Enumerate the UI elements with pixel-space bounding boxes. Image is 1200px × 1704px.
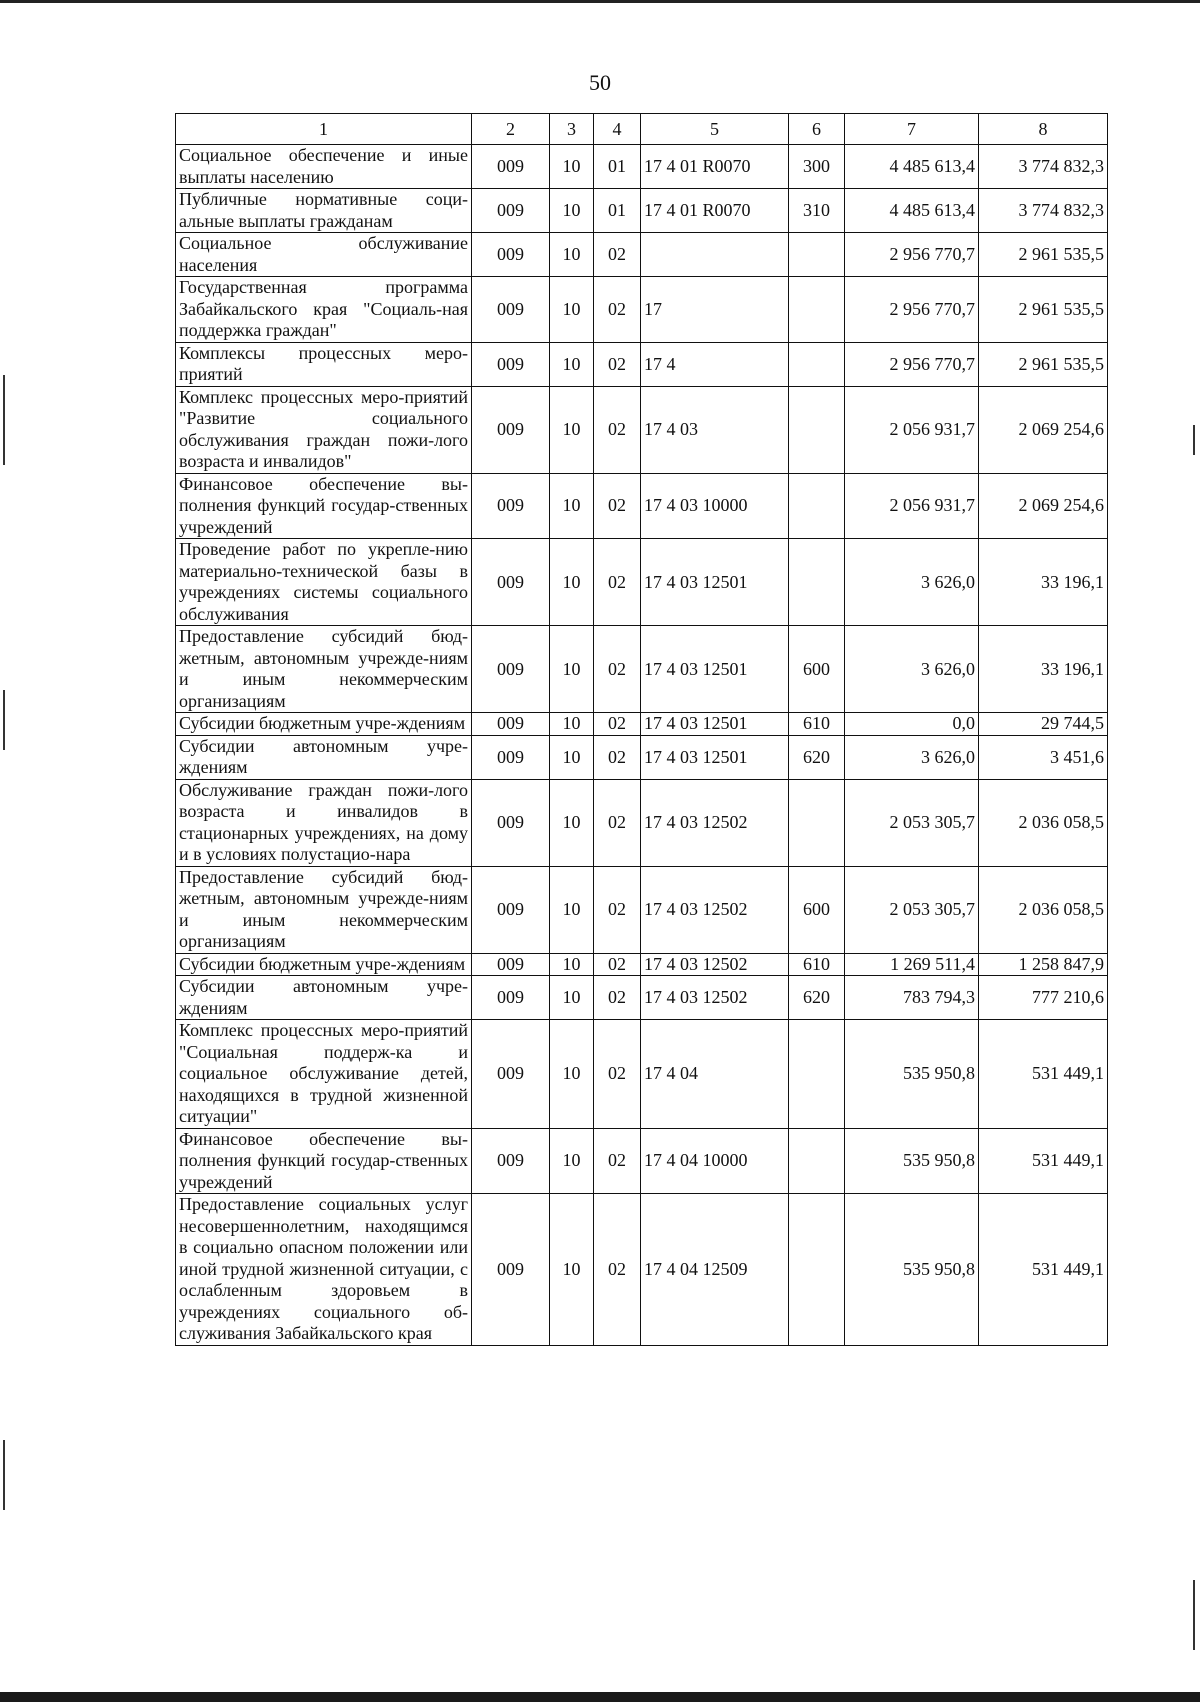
- row-expense-type-cell: 620: [789, 735, 845, 779]
- row-amount-1-cell: 535 950,8: [845, 1128, 979, 1194]
- table-row: [176, 779, 1108, 866]
- row-expense-type-cell: [789, 233, 845, 277]
- row-expense-type-cell: [789, 1128, 845, 1194]
- row-name-cell: Социальное обслуживание населения: [176, 233, 472, 277]
- table-row: [176, 539, 1108, 626]
- row-amount-2-cell: 2 961 535,5: [979, 233, 1108, 277]
- row-amount-1-cell: 2 056 931,7: [845, 473, 979, 539]
- row-section-cell: 10: [550, 386, 594, 473]
- row-target-article-cell: 17 4 01 R0070: [641, 145, 789, 189]
- header-row: [176, 114, 1108, 145]
- row-subsection-cell: 02: [594, 539, 641, 626]
- row-section-cell: 10: [550, 735, 594, 779]
- row-expense-type-cell: 310: [789, 189, 845, 233]
- bottom-border-line: [0, 1692, 1200, 1702]
- table-row: [176, 866, 1108, 953]
- scan-mark: [1193, 425, 1195, 455]
- row-admin-code-cell: 009: [472, 1020, 550, 1129]
- row-target-article-cell: 17 4 03 12502: [641, 866, 789, 953]
- row-amount-1-cell: 535 950,8: [845, 1020, 979, 1129]
- row-name-cell: Субсидии бюджетным учре-ждениям: [176, 713, 472, 736]
- header-cell: 6: [789, 114, 845, 145]
- row-subsection-cell: 02: [594, 233, 641, 277]
- row-admin-code-cell: 009: [472, 539, 550, 626]
- row-target-article-cell: 17 4 03 12502: [641, 976, 789, 1020]
- row-name-cell: Публичные нормативные соци-альные выплаты гражданам: [176, 189, 472, 233]
- table-row: [176, 1128, 1108, 1194]
- row-amount-2-cell: 777 210,6: [979, 976, 1108, 1020]
- row-expense-type-cell: [789, 342, 845, 386]
- row-admin-code-cell: 009: [472, 233, 550, 277]
- row-amount-2-cell: 531 449,1: [979, 1020, 1108, 1129]
- row-section-cell: 10: [550, 779, 594, 866]
- table-row: [176, 1194, 1108, 1346]
- budget-table: [175, 113, 1108, 1346]
- row-amount-2-cell: 3 774 832,3: [979, 189, 1108, 233]
- row-amount-1-cell: 0,0: [845, 713, 979, 736]
- table-row: [176, 1020, 1108, 1129]
- row-target-article-cell: 17 4: [641, 342, 789, 386]
- row-name-cell: Обслуживание граждан пожи-лого возраста и инвалидов в стационарных учреждениях, на дому и в условиях полустацио-нара: [176, 779, 472, 866]
- row-name-cell: Финансовое обеспечение вы-полнения функций государ-ственных учреждений: [176, 473, 472, 539]
- row-name-cell: Предоставление субсидий бюд-жетным, автономным учрежде-ниям и иным некоммерческим организациям: [176, 626, 472, 713]
- row-expense-type-cell: 600: [789, 626, 845, 713]
- row-name-cell: Государственная программа Забайкальского края "Социаль-ная поддержка граждан": [176, 277, 472, 343]
- row-subsection-cell: 02: [594, 976, 641, 1020]
- row-expense-type-cell: [789, 473, 845, 539]
- header-cell: 7: [845, 114, 979, 145]
- table-row: [176, 626, 1108, 713]
- row-admin-code-cell: 009: [472, 713, 550, 736]
- table-row: [176, 473, 1108, 539]
- row-admin-code-cell: 009: [472, 473, 550, 539]
- row-subsection-cell: 02: [594, 1128, 641, 1194]
- row-amount-2-cell: 3 774 832,3: [979, 145, 1108, 189]
- row-section-cell: 10: [550, 145, 594, 189]
- row-subsection-cell: 02: [594, 342, 641, 386]
- row-amount-2-cell: 2 036 058,5: [979, 866, 1108, 953]
- header-cell: 4: [594, 114, 641, 145]
- row-target-article-cell: 17 4 04 10000: [641, 1128, 789, 1194]
- row-subsection-cell: 02: [594, 735, 641, 779]
- row-amount-1-cell: 2 056 931,7: [845, 386, 979, 473]
- header-cell: 3: [550, 114, 594, 145]
- row-subsection-cell: 02: [594, 953, 641, 976]
- row-name-cell: Субсидии бюджетным учре-ждениям: [176, 953, 472, 976]
- row-admin-code-cell: 009: [472, 277, 550, 343]
- header-cell: 5: [641, 114, 789, 145]
- row-amount-1-cell: 783 794,3: [845, 976, 979, 1020]
- row-name-cell: Субсидии автономным учре-ждениям: [176, 976, 472, 1020]
- row-amount-1-cell: 1 269 511,4: [845, 953, 979, 976]
- header-cell: 8: [979, 114, 1108, 145]
- row-section-cell: 10: [550, 1020, 594, 1129]
- scan-mark: [3, 375, 5, 465]
- row-section-cell: 10: [550, 713, 594, 736]
- table-body: [176, 145, 1108, 1346]
- row-admin-code-cell: 009: [472, 976, 550, 1020]
- row-admin-code-cell: 009: [472, 386, 550, 473]
- table-row: [176, 713, 1108, 736]
- row-name-cell: Финансовое обеспечение вы-полнения функций государ-ственных учреждений: [176, 1128, 472, 1194]
- row-target-article-cell: 17 4 03 12502: [641, 953, 789, 976]
- row-expense-type-cell: [789, 386, 845, 473]
- row-target-article-cell: 17 4 03 12501: [641, 626, 789, 713]
- row-amount-2-cell: 29 744,5: [979, 713, 1108, 736]
- row-amount-1-cell: 3 626,0: [845, 626, 979, 713]
- row-admin-code-cell: 009: [472, 735, 550, 779]
- row-amount-1-cell: 535 950,8: [845, 1194, 979, 1346]
- row-section-cell: 10: [550, 976, 594, 1020]
- row-amount-1-cell: 4 485 613,4: [845, 145, 979, 189]
- row-amount-1-cell: 2 956 770,7: [845, 233, 979, 277]
- scan-mark: [1193, 1580, 1195, 1650]
- row-expense-type-cell: [789, 1194, 845, 1346]
- row-target-article-cell: 17 4 03: [641, 386, 789, 473]
- row-target-article-cell: 17 4 03 12501: [641, 735, 789, 779]
- row-target-article-cell: 17 4 03 10000: [641, 473, 789, 539]
- row-section-cell: 10: [550, 539, 594, 626]
- row-amount-2-cell: 2 961 535,5: [979, 277, 1108, 343]
- header-cell: 1: [176, 114, 472, 145]
- row-amount-2-cell: 2 069 254,6: [979, 473, 1108, 539]
- row-name-cell: Комплекс процессных меро-приятий "Социальная поддерж-ка и социальное обслуживание детей, находящихся в трудной жизненной ситуации": [176, 1020, 472, 1129]
- row-amount-1-cell: 3 626,0: [845, 735, 979, 779]
- row-amount-2-cell: 531 449,1: [979, 1194, 1108, 1346]
- row-amount-1-cell: 3 626,0: [845, 539, 979, 626]
- row-amount-1-cell: 2 956 770,7: [845, 342, 979, 386]
- row-name-cell: Субсидии автономным учре-ждениям: [176, 735, 472, 779]
- row-section-cell: 10: [550, 626, 594, 713]
- row-target-article-cell: 17 4 03 12502: [641, 779, 789, 866]
- row-section-cell: 10: [550, 866, 594, 953]
- table-row: [176, 277, 1108, 343]
- row-expense-type-cell: 610: [789, 713, 845, 736]
- row-name-cell: Социальное обеспечение и иные выплаты населению: [176, 145, 472, 189]
- row-section-cell: 10: [550, 189, 594, 233]
- row-amount-2-cell: 3 451,6: [979, 735, 1108, 779]
- top-border-line: [0, 0, 1200, 3]
- row-expense-type-cell: [789, 1020, 845, 1129]
- row-target-article-cell: 17 4 03 12501: [641, 713, 789, 736]
- table-row: [176, 953, 1108, 976]
- row-expense-type-cell: 620: [789, 976, 845, 1020]
- row-admin-code-cell: 009: [472, 953, 550, 976]
- row-amount-2-cell: 33 196,1: [979, 626, 1108, 713]
- row-amount-2-cell: 531 449,1: [979, 1128, 1108, 1194]
- row-name-cell: Комплекс процессных меро-приятий "Развитие социального обслуживания граждан пожи-лого возраста и инвалидов": [176, 386, 472, 473]
- row-amount-1-cell: 4 485 613,4: [845, 189, 979, 233]
- row-section-cell: 10: [550, 1194, 594, 1346]
- row-target-article-cell: 17: [641, 277, 789, 343]
- scan-mark: [3, 1440, 5, 1510]
- row-admin-code-cell: 009: [472, 866, 550, 953]
- row-name-cell: Комплексы процессных меро-приятий: [176, 342, 472, 386]
- row-expense-type-cell: 600: [789, 866, 845, 953]
- row-admin-code-cell: 009: [472, 145, 550, 189]
- row-subsection-cell: 01: [594, 145, 641, 189]
- row-admin-code-cell: 009: [472, 1194, 550, 1346]
- row-amount-2-cell: 2 961 535,5: [979, 342, 1108, 386]
- row-expense-type-cell: [789, 539, 845, 626]
- table-row: [176, 189, 1108, 233]
- row-admin-code-cell: 009: [472, 779, 550, 866]
- row-expense-type-cell: 610: [789, 953, 845, 976]
- row-admin-code-cell: 009: [472, 626, 550, 713]
- row-subsection-cell: 02: [594, 626, 641, 713]
- row-name-cell: Предоставление социальных услуг несовершеннолетним, находящимся в социально опасном положении или иной трудной жизненной ситуации, с ослабленным здоровьем в учреждениях социального об-служивания Забайкальского края: [176, 1194, 472, 1346]
- row-subsection-cell: 02: [594, 713, 641, 736]
- row-subsection-cell: 02: [594, 779, 641, 866]
- row-section-cell: 10: [550, 342, 594, 386]
- table-row: [176, 386, 1108, 473]
- row-section-cell: 10: [550, 1128, 594, 1194]
- row-target-article-cell: 17 4 03 12501: [641, 539, 789, 626]
- row-name-cell: Предоставление субсидий бюд-жетным, автономным учрежде-ниям и иным некоммерческим организациям: [176, 866, 472, 953]
- row-amount-1-cell: 2 053 305,7: [845, 779, 979, 866]
- row-expense-type-cell: 300: [789, 145, 845, 189]
- table-row: [176, 145, 1108, 189]
- row-expense-type-cell: [789, 277, 845, 343]
- row-section-cell: 10: [550, 473, 594, 539]
- row-amount-2-cell: 2 036 058,5: [979, 779, 1108, 866]
- row-subsection-cell: 02: [594, 866, 641, 953]
- scan-mark: [3, 690, 5, 750]
- row-target-article-cell: 17 4 01 R0070: [641, 189, 789, 233]
- row-subsection-cell: 01: [594, 189, 641, 233]
- row-target-article-cell: 17 4 04: [641, 1020, 789, 1129]
- row-amount-2-cell: 33 196,1: [979, 539, 1108, 626]
- row-amount-2-cell: 1 258 847,9: [979, 953, 1108, 976]
- row-expense-type-cell: [789, 779, 845, 866]
- row-amount-2-cell: 2 069 254,6: [979, 386, 1108, 473]
- page-number: 50: [589, 70, 611, 95]
- row-name-cell: Проведение работ по укрепле-нию материально-технической базы в учреждениях системы социального обслуживания: [176, 539, 472, 626]
- table-row: [176, 233, 1108, 277]
- header-cell: 2: [472, 114, 550, 145]
- row-section-cell: 10: [550, 233, 594, 277]
- row-admin-code-cell: 009: [472, 1128, 550, 1194]
- table-row: [176, 976, 1108, 1020]
- row-subsection-cell: 02: [594, 277, 641, 343]
- row-subsection-cell: 02: [594, 1194, 641, 1346]
- row-subsection-cell: 02: [594, 473, 641, 539]
- row-section-cell: 10: [550, 953, 594, 976]
- table-row: [176, 342, 1108, 386]
- row-amount-1-cell: 2 956 770,7: [845, 277, 979, 343]
- row-target-article-cell: [641, 233, 789, 277]
- row-amount-1-cell: 2 053 305,7: [845, 866, 979, 953]
- row-subsection-cell: 02: [594, 1020, 641, 1129]
- table-row: [176, 735, 1108, 779]
- row-subsection-cell: 02: [594, 386, 641, 473]
- row-admin-code-cell: 009: [472, 189, 550, 233]
- row-target-article-cell: 17 4 04 12509: [641, 1194, 789, 1346]
- row-section-cell: 10: [550, 277, 594, 343]
- row-admin-code-cell: 009: [472, 342, 550, 386]
